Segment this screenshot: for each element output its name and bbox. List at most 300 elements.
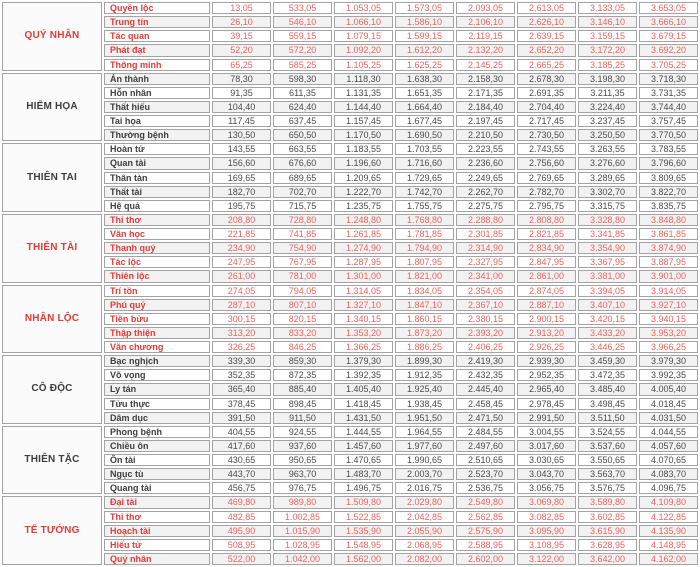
row-label: Tiền bửu [104,313,210,325]
table-row [2,101,698,113]
value-cell: 417,60 [212,440,271,452]
value-cell: 1.716,60 [395,157,454,169]
value-cell: 3.992,35 [639,369,698,381]
value-cell: 2.978,45 [517,398,576,410]
value-cell: 2.419,30 [456,355,515,367]
value-cell: 3.809,65 [639,172,698,184]
value-cell: 3.082,85 [517,511,576,523]
value-cell: 2.652,20 [517,44,576,56]
table-row [2,511,698,523]
value-cell: 650,50 [273,129,332,141]
value-cell: 2.484,55 [456,426,515,438]
value-cell: 2.678,30 [517,73,576,85]
value-cell: 3.953,20 [639,327,698,339]
value-cell: 3.642,00 [578,553,637,565]
value-cell: 13,05 [212,2,271,14]
value-cell: 3.420,15 [578,313,637,325]
value-cell: 1.860,15 [395,313,454,325]
value-cell: 104,40 [212,101,271,113]
value-cell: 1.248,80 [334,214,393,226]
value-cell: 3.666,10 [639,16,698,28]
row-label: Thi thơ [104,214,210,226]
table-row [2,412,698,424]
value-cell: 2.184,40 [456,101,515,113]
value-cell: 1.353,20 [334,327,393,339]
value-cell: 1.886,25 [395,341,454,353]
value-cell: 2.769,65 [517,172,576,184]
value-cell: 1.755,75 [395,200,454,212]
table-row [2,228,698,240]
value-cell: 533,05 [273,2,332,14]
value-cell: 1.651,35 [395,87,454,99]
value-cell: 1.235,75 [334,200,393,212]
value-cell: 598,30 [273,73,332,85]
value-cell: 247,95 [212,256,271,268]
value-cell: 2.939,30 [517,355,576,367]
value-cell: 2.952,35 [517,369,576,381]
row-label: Phát đạt [104,44,210,56]
table-row [2,270,698,282]
value-cell: 2.588,95 [456,539,515,551]
value-cell: 3.367,95 [578,256,637,268]
value-cell: 443,70 [212,468,271,480]
value-cell: 3.927,10 [639,299,698,311]
value-cell: 767,95 [273,256,332,268]
value-cell: 2.510,65 [456,454,515,466]
value-cell: 339,30 [212,355,271,367]
value-cell: 1.573,05 [395,2,454,14]
value-cell: 3.004,55 [517,426,576,438]
row-label: Tác quan [104,30,210,42]
table-row [2,172,698,184]
value-cell: 2.549,80 [456,496,515,508]
value-cell: 1.301,00 [334,270,393,282]
value-cell: 611,35 [273,87,332,99]
value-cell: 1.222,70 [334,186,393,198]
value-cell: 1.794,90 [395,242,454,254]
value-cell: 117,45 [212,115,271,127]
value-cell: 3.133,05 [578,2,637,14]
value-cell: 2.445,40 [456,383,515,395]
value-cell: 3.835,75 [639,200,698,212]
value-cell: 1.509,80 [334,496,393,508]
value-cell: 728,80 [273,214,332,226]
value-cell: 2.249,65 [456,172,515,184]
value-cell: 2.602,00 [456,553,515,565]
value-cell: 1.612,20 [395,44,454,56]
value-cell: 2.458,45 [456,398,515,410]
value-cell: 4.070,65 [639,454,698,466]
value-cell: 2.210,50 [456,129,515,141]
value-cell: 2.432,35 [456,369,515,381]
value-cell: 4.096,75 [639,482,698,494]
row-label: Trung tín [104,16,210,28]
value-cell: 3.315,75 [578,200,637,212]
table-row [2,496,698,508]
value-cell: 261,00 [212,270,271,282]
table-row [2,73,698,85]
value-cell: 1.470,65 [334,454,393,466]
value-cell: 3.108,95 [517,539,576,551]
value-cell: 234,90 [212,242,271,254]
value-cell: 2.055,90 [395,525,454,537]
value-cell: 2.236,60 [456,157,515,169]
value-cell: 872,35 [273,369,332,381]
table-row [2,454,698,466]
value-cell: 3.524,55 [578,426,637,438]
value-cell: 2.029,80 [395,496,454,508]
value-cell: 208,80 [212,214,271,226]
value-cell: 3.250,50 [578,129,637,141]
value-cell: 1.586,10 [395,16,454,28]
value-cell: 833,20 [273,327,332,339]
table-row [2,426,698,438]
row-label: Quý nhân [104,553,210,565]
value-cell: 2.887,10 [517,299,576,311]
value-cell: 3.692,20 [639,44,698,56]
value-cell: 4.135,90 [639,525,698,537]
table-row [2,369,698,381]
table-row [2,383,698,395]
value-cell: 91,35 [212,87,271,99]
value-cell: 2.042,85 [395,511,454,523]
value-cell: 1.431,50 [334,412,393,424]
value-cell: 3.848,80 [639,214,698,226]
value-cell: 3.459,30 [578,355,637,367]
value-cell: 2.301,85 [456,228,515,240]
value-cell: 3.563,70 [578,468,637,480]
value-cell: 2.808,80 [517,214,576,226]
value-cell: 989,80 [273,496,332,508]
value-cell: 2.341,00 [456,270,515,282]
row-label: Ngục tù [104,468,210,480]
table-row [2,59,698,71]
value-cell: 508,95 [212,539,271,551]
row-label: Ly tán [104,383,210,395]
value-cell: 2.354,05 [456,285,515,297]
value-cell: 1.548,95 [334,539,393,551]
row-label: Văn chương [104,341,210,353]
value-cell: 2.562,85 [456,511,515,523]
value-cell: 741,85 [273,228,332,240]
value-cell: 1.562,00 [334,553,393,565]
value-cell: 3.796,60 [639,157,698,169]
row-label: Thanh quý [104,242,210,254]
value-cell: 2.926,25 [517,341,576,353]
row-label: Trí tồn [104,285,210,297]
value-cell: 3.602,85 [578,511,637,523]
value-cell: 3.407,10 [578,299,637,311]
value-cell: 1.912,35 [395,369,454,381]
table-body [2,2,698,565]
value-cell: 4.162,00 [639,553,698,565]
value-cell: 378,45 [212,398,271,410]
value-cell: 976,75 [273,482,332,494]
value-cell: 781,00 [273,270,332,282]
row-label: Thiên lộc [104,270,210,282]
value-cell: 156,60 [212,157,271,169]
value-cell: 2.171,35 [456,87,515,99]
row-label: Dâm dục [104,412,210,424]
value-cell: 2.965,40 [517,383,576,395]
value-cell: 794,05 [273,285,332,297]
value-cell: 495,90 [212,525,271,537]
table-row [2,143,698,155]
value-cell: 65,25 [212,59,271,71]
value-cell: 2.782,70 [517,186,576,198]
value-cell: 572,20 [273,44,332,56]
value-cell: 4.018,45 [639,398,698,410]
value-cell: 1.703,55 [395,143,454,155]
value-cell: 3.030,65 [517,454,576,466]
value-cell: 3.498,45 [578,398,637,410]
value-cell: 2.223,55 [456,143,515,155]
value-cell: 2.145,25 [456,59,515,71]
value-cell: 1.925,40 [395,383,454,395]
value-cell: 2.874,05 [517,285,576,297]
value-cell: 2.082,00 [395,553,454,565]
value-cell: 3.537,60 [578,440,637,452]
value-cell: 3.901,00 [639,270,698,282]
value-cell: 2.093,05 [456,2,515,14]
value-cell: 1.261,85 [334,228,393,240]
value-cell: 4.122,85 [639,511,698,523]
group-label: HIỂM HỌA [2,73,102,142]
value-cell: 637,45 [273,115,332,127]
value-cell: 2.497,60 [456,440,515,452]
value-cell: 1.170,50 [334,129,393,141]
value-cell: 3.705,25 [639,59,698,71]
value-cell: 2.913,20 [517,327,576,339]
value-cell: 2.536,75 [456,482,515,494]
value-cell: 3.731,35 [639,87,698,99]
row-label: Phong bệnh [104,426,210,438]
table-row [2,87,698,99]
value-cell: 1.599,15 [395,30,454,42]
value-cell: 469,80 [212,496,271,508]
table-row [2,525,698,537]
value-cell: 1.002,85 [273,511,332,523]
row-label: Võ vọng [104,369,210,381]
value-cell: 2.665,25 [517,59,576,71]
value-cell: 1.625,25 [395,59,454,71]
table-row [2,482,698,494]
value-cell: 3.341,85 [578,228,637,240]
table-row [2,539,698,551]
value-cell: 950,65 [273,454,332,466]
value-cell: 3.757,45 [639,115,698,127]
table-row [2,44,698,56]
value-cell: 676,60 [273,157,332,169]
value-cell: 715,75 [273,200,332,212]
value-cell: 2.613,05 [517,2,576,14]
value-cell: 1.535,90 [334,525,393,537]
value-cell: 1.664,40 [395,101,454,113]
value-cell: 2.847,95 [517,256,576,268]
value-cell: 3.394,05 [578,285,637,297]
table-row [2,553,698,565]
value-cell: 3.940,15 [639,313,698,325]
value-cell: 2.691,35 [517,87,576,99]
table-row [2,327,698,339]
value-cell: 2.327,95 [456,256,515,268]
value-cell: 702,70 [273,186,332,198]
value-cell: 3.302,70 [578,186,637,198]
value-cell: 221,85 [212,228,271,240]
value-cell: 2.158,30 [456,73,515,85]
row-label: Thường bệnh [104,129,210,141]
value-cell: 1.418,45 [334,398,393,410]
value-cell: 1.834,05 [395,285,454,297]
value-cell: 2.471,50 [456,412,515,424]
value-cell: 846,25 [273,341,332,353]
table-row [2,242,698,254]
value-cell: 2.367,10 [456,299,515,311]
value-cell: 287,10 [212,299,271,311]
table-row [2,200,698,212]
value-cell: 2.523,70 [456,468,515,480]
value-cell: 1.327,10 [334,299,393,311]
table-row [2,157,698,169]
group-label: CÔ ĐỘC [2,355,102,424]
value-cell: 689,65 [273,172,332,184]
value-cell: 3.679,15 [639,30,698,42]
table-row [2,256,698,268]
value-cell: 1.274,90 [334,242,393,254]
value-cell: 1.066,10 [334,16,393,28]
value-cell: 182,70 [212,186,271,198]
table-row [2,30,698,42]
value-cell: 4.148,95 [639,539,698,551]
value-cell: 3.146,10 [578,16,637,28]
value-cell: 2.197,45 [456,115,515,127]
value-cell: 313,20 [212,327,271,339]
row-label: Hoàn tử [104,143,210,155]
value-cell: 1.742,70 [395,186,454,198]
value-cell: 1.938,45 [395,398,454,410]
value-cell: 4.083,70 [639,468,698,480]
row-label: Phú quý [104,299,210,311]
group-label: TỂ TƯỚNG [2,496,102,565]
table-row [2,440,698,452]
value-cell: 1.366,25 [334,341,393,353]
value-cell: 1.042,00 [273,553,332,565]
value-cell: 2.068,95 [395,539,454,551]
value-cell: 2.314,90 [456,242,515,254]
value-cell: 1.677,45 [395,115,454,127]
value-cell: 3.783,55 [639,143,698,155]
table-row [2,398,698,410]
value-cell: 924,55 [273,426,332,438]
value-cell: 2.900,15 [517,313,576,325]
row-label: Thi thơ [104,511,210,523]
value-cell: 3.979,30 [639,355,698,367]
row-label: Hoạch tài [104,525,210,537]
row-label: Thân tàn [104,172,210,184]
value-cell: 898,45 [273,398,332,410]
value-cell: 3.381,00 [578,270,637,282]
value-cell: 2.639,15 [517,30,576,42]
row-label: Quan tài [104,157,210,169]
table-row [2,299,698,311]
value-cell: 624,40 [273,101,332,113]
value-cell: 3.211,35 [578,87,637,99]
value-cell: 2.861,00 [517,270,576,282]
value-cell: 663,55 [273,143,332,155]
value-cell: 391,50 [212,412,271,424]
value-cell: 3.822,70 [639,186,698,198]
value-cell: 3.744,40 [639,101,698,113]
value-cell: 300,15 [212,313,271,325]
value-cell: 3.122,00 [517,553,576,565]
value-cell: 585,25 [273,59,332,71]
value-cell: 274,05 [212,285,271,297]
value-cell: 1.807,95 [395,256,454,268]
row-label: Quang tài [104,482,210,494]
value-cell: 2.119,15 [456,30,515,42]
table-row [2,2,698,14]
value-cell: 559,15 [273,30,332,42]
value-cell: 963,70 [273,468,332,480]
value-cell: 3.224,40 [578,101,637,113]
value-cell: 1.053,05 [334,2,393,14]
row-label: Quyền lộc [104,2,210,14]
value-cell: 3.043,70 [517,468,576,480]
value-cell: 1.964,55 [395,426,454,438]
table-row [2,129,698,141]
value-cell: 754,90 [273,242,332,254]
value-cell: 1.015,90 [273,525,332,537]
value-cell: 3.914,05 [639,285,698,297]
value-cell: 1.079,15 [334,30,393,42]
row-label: Tai họa [104,115,210,127]
value-cell: 3.172,20 [578,44,637,56]
value-cell: 3.159,15 [578,30,637,42]
value-cell: 3.550,65 [578,454,637,466]
group-label: THIÊN TAI [2,143,102,212]
value-cell: 482,85 [212,511,271,523]
row-label: Chiều ôn [104,440,210,452]
value-cell: 4.031,50 [639,412,698,424]
value-cell: 2.393,20 [456,327,515,339]
value-cell: 1.847,10 [395,299,454,311]
value-cell: 3.263,55 [578,143,637,155]
value-cell: 1.314,05 [334,285,393,297]
value-cell: 1.157,45 [334,115,393,127]
value-cell: 2.704,40 [517,101,576,113]
value-cell: 3.615,90 [578,525,637,537]
row-label: Ôn tài [104,454,210,466]
value-cell: 2.743,55 [517,143,576,155]
value-cell: 456,75 [212,482,271,494]
value-cell: 3.354,90 [578,242,637,254]
value-cell: 3.237,45 [578,115,637,127]
value-cell: 1.821,00 [395,270,454,282]
table-row [2,186,698,198]
value-cell: 143,55 [212,143,271,155]
value-cell: 885,40 [273,383,332,395]
table-row [2,313,698,325]
value-cell: 326,25 [212,341,271,353]
value-cell: 1.873,20 [395,327,454,339]
value-cell: 3.446,25 [578,341,637,353]
value-cell: 1.899,30 [395,355,454,367]
row-label: Thất hiếu [104,101,210,113]
value-cell: 1.209,65 [334,172,393,184]
value-cell: 3.472,35 [578,369,637,381]
table-row [2,115,698,127]
value-cell: 1.379,30 [334,355,393,367]
